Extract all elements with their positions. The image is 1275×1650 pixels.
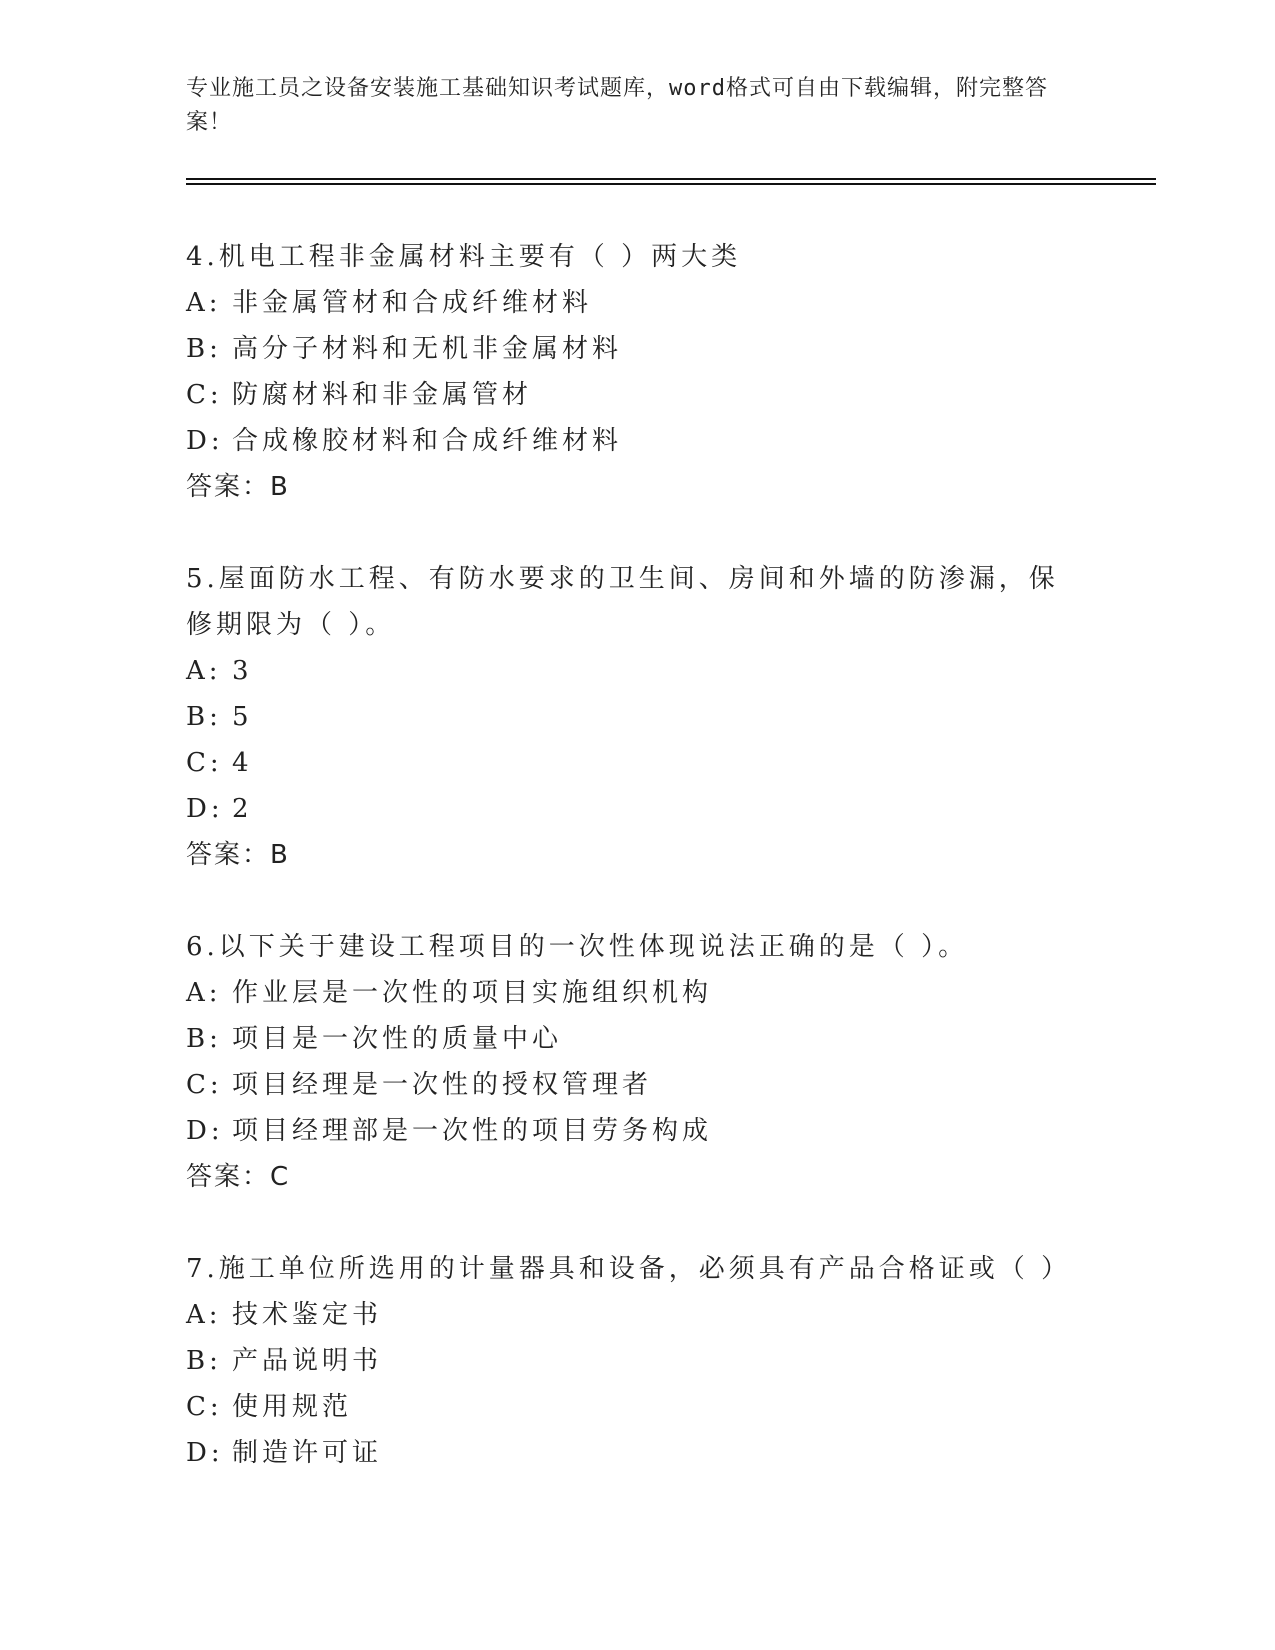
option-text: 项目经理部是一次性的项目劳务构成 bbox=[232, 1116, 713, 1146]
option-letter: D: bbox=[186, 1116, 224, 1146]
option-text: 3 bbox=[232, 656, 253, 686]
option-text: 非金属管材和合成纤维材料 bbox=[232, 288, 593, 318]
option-b bbox=[186, 326, 1086, 372]
option-a bbox=[186, 648, 1086, 694]
option-text: 4 bbox=[232, 748, 253, 778]
option-c bbox=[186, 372, 1086, 418]
option-d bbox=[186, 1430, 1086, 1476]
question-stem: 6.以下关于建设工程项目的一次性体现说法正确的是（ ）。 bbox=[186, 932, 969, 962]
header-divider-bottom bbox=[186, 183, 1156, 185]
option-text: 产品说明书 bbox=[232, 1346, 383, 1376]
option-letter: C: bbox=[186, 1392, 223, 1422]
option-letter: D: bbox=[186, 426, 224, 456]
option-b bbox=[186, 694, 1086, 740]
question-list bbox=[186, 234, 1086, 1522]
option-text: 作业层是一次性的项目实施组织机构 bbox=[232, 978, 713, 1008]
option-c bbox=[186, 1384, 1086, 1430]
option-text: 技术鉴定书 bbox=[232, 1300, 383, 1330]
option-text: 高分子材料和无机非金属材料 bbox=[232, 334, 623, 364]
question-stem: 4.机电工程非金属材料主要有（ ）两大类 bbox=[186, 242, 742, 272]
option-d bbox=[186, 418, 1086, 464]
option-letter: B: bbox=[186, 1024, 222, 1054]
option-letter: A: bbox=[186, 1300, 222, 1330]
option-text: 2 bbox=[232, 794, 253, 824]
header-divider-top bbox=[186, 178, 1156, 180]
option-letter: B: bbox=[186, 702, 222, 732]
option-text: 制造许可证 bbox=[232, 1438, 383, 1468]
option-b bbox=[186, 1016, 1086, 1062]
option-letter: A: bbox=[186, 978, 222, 1008]
option-letter: C: bbox=[186, 380, 223, 410]
answer-line: 答案：C bbox=[186, 1162, 291, 1192]
option-b bbox=[186, 1338, 1086, 1384]
question-stem: 5.屋面防水工程、有防水要求的卫生间、房间和外墙的防渗漏，保修期限为（ ）。 bbox=[186, 564, 1059, 640]
question-stem: 7.施工单位所选用的计量器具和设备，必须具有产品合格证或（ ） bbox=[186, 1254, 1072, 1284]
question-5 bbox=[186, 556, 1086, 878]
option-d bbox=[186, 1108, 1086, 1154]
option-text: 项目是一次性的质量中心 bbox=[232, 1024, 563, 1054]
option-letter: C: bbox=[186, 1070, 223, 1100]
option-letter: A: bbox=[186, 288, 222, 318]
option-text: 合成橡胶材料和合成纤维材料 bbox=[232, 426, 623, 456]
option-d bbox=[186, 786, 1086, 832]
question-6 bbox=[186, 924, 1086, 1200]
answer-line: 答案：B bbox=[186, 840, 290, 870]
option-letter: D: bbox=[186, 794, 224, 824]
question-7 bbox=[186, 1246, 1086, 1476]
option-c bbox=[186, 740, 1086, 786]
option-a bbox=[186, 280, 1086, 326]
question-4 bbox=[186, 234, 1086, 510]
document-header: 专业施工员之设备安装施工基础知识考试题库，word格式可自由下载编辑，附完整答案！ bbox=[186, 76, 1048, 135]
option-text: 使用规范 bbox=[232, 1392, 353, 1422]
option-text: 防腐材料和非金属管材 bbox=[232, 380, 533, 410]
option-letter: B: bbox=[186, 1346, 222, 1376]
option-a bbox=[186, 1292, 1086, 1338]
option-c bbox=[186, 1062, 1086, 1108]
option-text: 5 bbox=[232, 702, 253, 732]
option-letter: A: bbox=[186, 656, 222, 686]
option-letter: B: bbox=[186, 334, 222, 364]
option-letter: D: bbox=[186, 1438, 224, 1468]
option-letter: C: bbox=[186, 748, 223, 778]
answer-line: 答案：B bbox=[186, 472, 290, 502]
option-text: 项目经理是一次性的授权管理者 bbox=[232, 1070, 653, 1100]
option-a bbox=[186, 970, 1086, 1016]
